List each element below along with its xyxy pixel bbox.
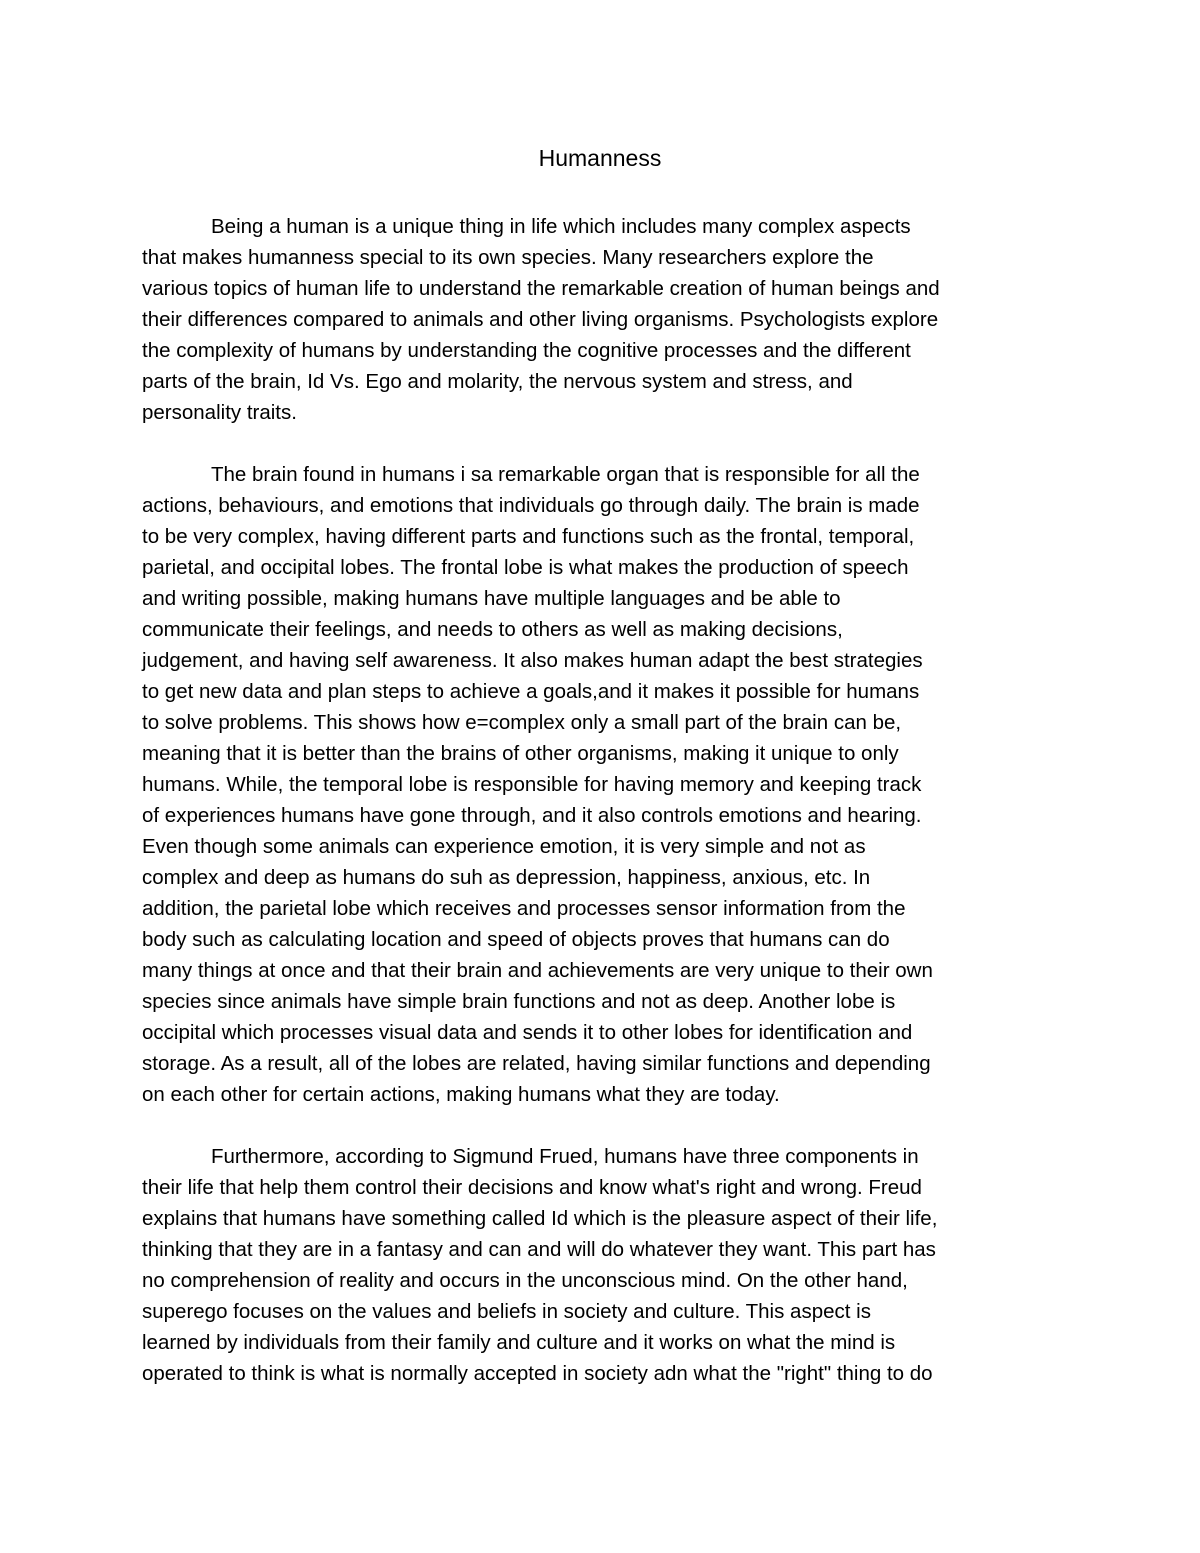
paragraph-line: complex and deep as humans do suh as depression, happiness, anxious, etc. In [142, 866, 871, 889]
paragraph-line: the complexity of humans by understanding the cognitive processes and the different [142, 339, 911, 362]
paragraph-line: actions, behaviours, and emotions that individuals go through daily. The brain is made [142, 494, 920, 517]
paragraph-line: parts of the brain, Id Vs. Ego and molarity, the nervous system and stress, and [142, 370, 853, 393]
paragraph-line: on each other for certain actions, making humans what they are today. [142, 1083, 780, 1106]
paragraph-line: to be very complex, having different parts and functions such as the frontal, temporal, [142, 525, 915, 548]
paragraph-line: meaning that it is better than the brains of other organisms, making it unique to only [142, 742, 899, 765]
paragraph-line: body such as calculating location and speed of objects proves that humans can do [142, 928, 890, 951]
paragraph-line: operated to think is what is normally accepted in society adn what the "right" thing to do [142, 1362, 933, 1385]
paragraph-line: addition, the parietal lobe which receives and processes sensor information from the [142, 897, 906, 920]
paragraph-line: thinking that they are in a fantasy and can and will do whatever they want. This part has [142, 1238, 936, 1261]
paragraph-line: of experiences humans have gone through, and it also controls emotions and hearing. [142, 804, 922, 827]
paragraph-introduction [142, 211, 1077, 428]
paragraph-line: their differences compared to animals and other living organisms. Psychologists explore [142, 308, 939, 331]
paragraph-line: parietal, and occipital lobes. The frontal lobe is what makes the production of speech [142, 556, 909, 579]
paragraph-line: Furthermore, according to Sigmund Frued, humans have three components in [211, 1145, 919, 1168]
paragraph-line: many things at once and that their brain and achievements are very unique to their own [142, 959, 933, 982]
paragraph-line: various topics of human life to understand the remarkable creation of human beings and [142, 277, 940, 300]
paragraph-spacer [142, 1110, 1077, 1141]
paragraph-line: and writing possible, making humans have multiple languages and be able to [142, 587, 841, 610]
paragraph-line: Even though some animals can experience emotion, it is very simple and not as [142, 835, 866, 858]
paragraph-line: judgement, and having self awareness. It also makes human adapt the best strategies [142, 649, 923, 672]
paragraph-line: Being a human is a unique thing in life which includes many complex aspects [211, 215, 911, 238]
document-title: Humanness [538, 145, 662, 171]
paragraph-line: their life that help them control their decisions and know what's right and wrong. Freud [142, 1176, 922, 1199]
paragraph-line: personality traits. [142, 401, 297, 424]
paragraph-line: learned by individuals from their family and culture and it works on what the mind is [142, 1331, 896, 1354]
paragraph-line: The brain found in humans i sa remarkable organ that is responsible for all the [211, 463, 920, 486]
paragraph-line: no comprehension of reality and occurs in the unconscious mind. On the other hand, [142, 1269, 908, 1292]
paragraph-line: explains that humans have something called Id which is the pleasure aspect of their life, [142, 1207, 938, 1230]
document-body [142, 211, 1077, 1389]
paragraph-line: superego focuses on the values and beliefs in society and culture. This aspect is [142, 1300, 871, 1323]
paragraph-brain [142, 459, 1077, 1110]
paragraph-line: that makes humanness special to its own species. Many researchers explore the [142, 246, 874, 269]
paragraph-line: species since animals have simple brain functions and not as deep. Another lobe is [142, 990, 896, 1013]
paragraph-line: to solve problems. This shows how e=complex only a small part of the brain can be, [142, 711, 902, 734]
paragraph-line: to get new data and plan steps to achieve a goals,and it makes it possible for humans [142, 680, 920, 703]
paragraph-line: storage. As a result, all of the lobes are related, having similar functions and depending [142, 1052, 931, 1075]
paragraph-line: occipital which processes visual data and sends it to other lobes for identification and [142, 1021, 913, 1044]
paragraph-line: communicate their feelings, and needs to others as well as making decisions, [142, 618, 843, 641]
paragraph-freud [142, 1141, 1077, 1389]
paragraph-line: humans. While, the temporal lobe is responsible for having memory and keeping track [142, 773, 922, 796]
paragraph-spacer [142, 428, 1077, 459]
